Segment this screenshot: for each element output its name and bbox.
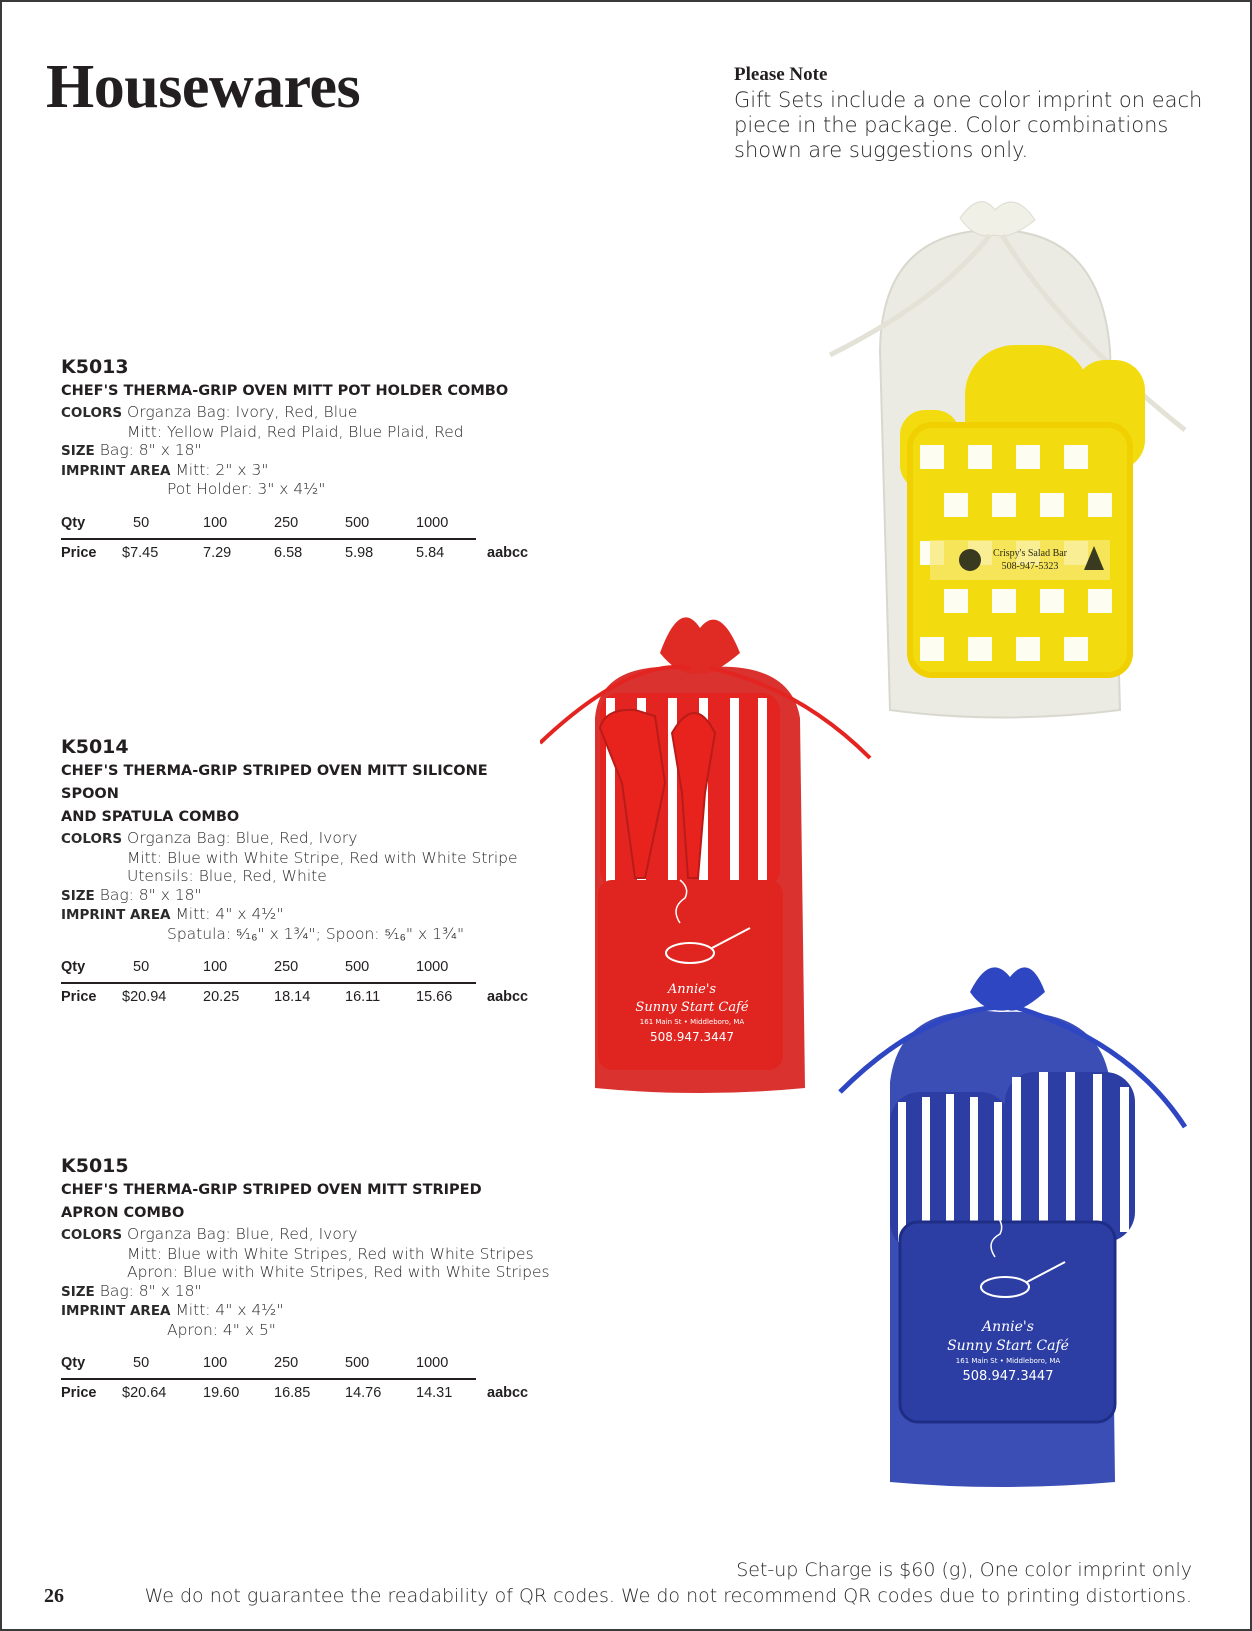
imprint-value: Mitt: 4" x 4½" xyxy=(175,905,284,923)
price-cell: 7.29 xyxy=(203,544,232,561)
colors-value: Mitt: Blue with White Stripes, Red with White Stripes xyxy=(127,1244,534,1263)
price-cell: $20.94 xyxy=(122,989,167,1005)
price-label: Price xyxy=(61,989,97,1005)
imprint-value: Mitt: 4" x 4½" xyxy=(175,1301,284,1319)
imprint-value: Apron: 4" x 5" xyxy=(167,1320,276,1339)
qty-cell: 1000 xyxy=(416,959,449,975)
colors-line xyxy=(61,1263,550,1282)
imprint-label: IMPRINT AREA xyxy=(61,1303,171,1319)
red-brand-line1: Annie's xyxy=(667,982,717,997)
size-line xyxy=(61,1282,541,1302)
qty-cell: 50 xyxy=(133,1355,150,1371)
qty-cell: 1000 xyxy=(416,1355,449,1371)
price-code: aabcc xyxy=(487,989,529,1005)
blue-brand-line2: Sunny Start Café xyxy=(947,1338,1069,1354)
product-sku: K5014 xyxy=(61,736,129,758)
qty-cell: 100 xyxy=(203,1355,228,1371)
price-cell: 14.31 xyxy=(416,1385,453,1401)
qty-cell: 500 xyxy=(345,1355,370,1371)
price-cell: 18.14 xyxy=(274,989,311,1005)
qty-cell: 100 xyxy=(203,959,228,975)
price-label: Price xyxy=(61,544,97,561)
colors-label: COLORS xyxy=(61,1227,123,1243)
price-table xyxy=(61,959,531,1011)
colors-line xyxy=(61,829,541,849)
qty-label: Qty xyxy=(61,959,86,975)
colors-line xyxy=(61,1225,541,1245)
colors-line xyxy=(61,1245,541,1264)
product-k5014 xyxy=(61,736,541,1011)
colors-value: Organza Bag: Blue, Red, Ivory xyxy=(127,1225,358,1243)
product-name: CHEF'S THERMA-GRIP STRIPED OVEN MITT SILICONE SPOON xyxy=(61,763,488,802)
page-title: Housewares xyxy=(46,53,361,121)
table-rule xyxy=(61,982,476,984)
note-body: Gift Sets include a one color imprint on each piece in the package. Color combinations shown are suggestions only. xyxy=(734,88,1203,162)
price-cell: 20.25 xyxy=(203,989,240,1005)
imprint-label: IMPRINT AREA xyxy=(61,462,171,479)
please-note xyxy=(734,64,1204,163)
size-line xyxy=(61,441,541,461)
setup-charge-note: Set-up Charge is $60 (g), One color imprint only xyxy=(736,1559,1192,1581)
yellow-brand-line1: Crispy's Salad Bar xyxy=(992,548,1068,559)
qty-cell: 250 xyxy=(274,514,299,531)
red-brand-line4: 508.947.3447 xyxy=(650,1030,734,1044)
price-cell: $7.45 xyxy=(122,544,159,561)
qty-cell: 500 xyxy=(345,959,370,975)
imprint-value: Spatula: ⁵⁄₁₆" x 1¾"; Spoon: ⁵⁄₁₆" x 1¾" xyxy=(167,924,465,943)
price-cell: 16.11 xyxy=(345,989,381,1005)
colors-value: Mitt: Yellow Plaid, Red Plaid, Blue Plaid, Red xyxy=(127,422,464,441)
qty-cell: 50 xyxy=(133,514,150,531)
price-cell: 15.66 xyxy=(416,989,453,1005)
price-cell: 14.76 xyxy=(345,1385,382,1401)
imprint-line xyxy=(61,905,541,925)
blue-gift-set-photo xyxy=(830,952,1210,1492)
price-cell: 19.60 xyxy=(203,1385,240,1401)
product-sku: K5015 xyxy=(61,1155,129,1177)
colors-label: COLORS xyxy=(61,405,123,421)
colors-value: Apron: Blue with White Stripes, Red with White Stripes xyxy=(127,1263,550,1281)
blue-brand-line1: Annie's xyxy=(982,1319,1034,1335)
colors-line xyxy=(61,849,541,868)
product-sku: K5013 xyxy=(61,356,129,378)
product-k5013 xyxy=(61,356,541,567)
product-name: APRON COMBO xyxy=(61,1205,185,1221)
price-label: Price xyxy=(61,1385,97,1401)
colors-label: COLORS xyxy=(61,831,123,847)
size-value: Bag: 8" x 18" xyxy=(99,885,202,904)
qty-cell: 250 xyxy=(274,959,299,975)
size-line xyxy=(61,886,541,906)
imprint-line xyxy=(61,1321,541,1340)
imprint-value: Mitt: 2" x 3" xyxy=(175,460,269,479)
qty-label: Qty xyxy=(61,514,86,531)
product-k5015 xyxy=(61,1155,550,1407)
qty-cell: 500 xyxy=(345,514,370,531)
size-label: SIZE xyxy=(61,887,95,904)
product-name: CHEF'S THERMA-GRIP OVEN MITT POT HOLDER COMBO xyxy=(61,383,509,399)
table-rule xyxy=(61,538,476,540)
imprint-line xyxy=(61,461,541,481)
colors-value: Organza Bag: Blue, Red, Ivory xyxy=(127,829,358,847)
colors-line xyxy=(61,423,541,442)
price-cell: 6.58 xyxy=(274,544,303,561)
logo-icon xyxy=(959,549,981,571)
imprint-line xyxy=(61,1301,541,1321)
note-heading: Please Note xyxy=(734,64,828,85)
price-table xyxy=(61,1355,531,1407)
colors-value: Utensils: Blue, Red, White xyxy=(127,867,327,885)
price-table xyxy=(61,515,531,567)
size-label: SIZE xyxy=(61,1283,95,1300)
price-cell: 5.98 xyxy=(345,544,374,561)
price-cell: 16.85 xyxy=(274,1385,311,1401)
red-brand-line3: 161 Main St • Middleboro, MA xyxy=(639,1018,745,1026)
qty-cell: 1000 xyxy=(416,514,449,531)
colors-value: Mitt: Blue with White Stripe, Red with White Stripe xyxy=(127,848,518,867)
size-value: Bag: 8" x 18" xyxy=(99,441,202,459)
blue-brand-line4: 508.947.3447 xyxy=(962,1369,1054,1384)
imprint-line xyxy=(61,925,541,944)
price-cell: 5.84 xyxy=(416,544,445,561)
size-label: SIZE xyxy=(61,443,95,459)
imprint-label: IMPRINT AREA xyxy=(61,907,171,923)
red-brand-line2: Sunny Start Café xyxy=(635,1000,749,1015)
size-value: Bag: 8" x 18" xyxy=(99,1281,202,1300)
imprint-value: Pot Holder: 3" x 4½" xyxy=(167,480,326,498)
product-name: CHEF'S THERMA-GRIP STRIPED OVEN MITT STRIPED xyxy=(61,1182,482,1198)
qty-cell: 250 xyxy=(274,1355,299,1371)
product-name: AND SPATULA COMBO xyxy=(61,809,240,825)
blue-brand-line3: 161 Main St • Middleboro, MA xyxy=(955,1357,1061,1365)
table-rule xyxy=(61,1378,476,1380)
imprint-line xyxy=(61,480,541,499)
qty-cell: 50 xyxy=(133,959,150,975)
colors-line xyxy=(61,867,541,886)
page-number: 26 xyxy=(44,1585,64,1607)
price-code: aabcc xyxy=(487,1385,529,1401)
price-code: aabcc xyxy=(487,544,529,561)
qty-label: Qty xyxy=(61,1355,86,1371)
qty-cell: 100 xyxy=(203,514,228,531)
colors-line xyxy=(61,403,541,423)
yellow-brand-line2: 508-947-5323 xyxy=(1001,561,1059,572)
price-cell: $20.64 xyxy=(122,1385,167,1401)
qr-disclaimer: We do not guarantee the readability of QR codes. We do not recommend QR codes due to printing distortions. xyxy=(144,1585,1192,1607)
colors-value: Organza Bag: Ivory, Red, Blue xyxy=(127,403,358,421)
